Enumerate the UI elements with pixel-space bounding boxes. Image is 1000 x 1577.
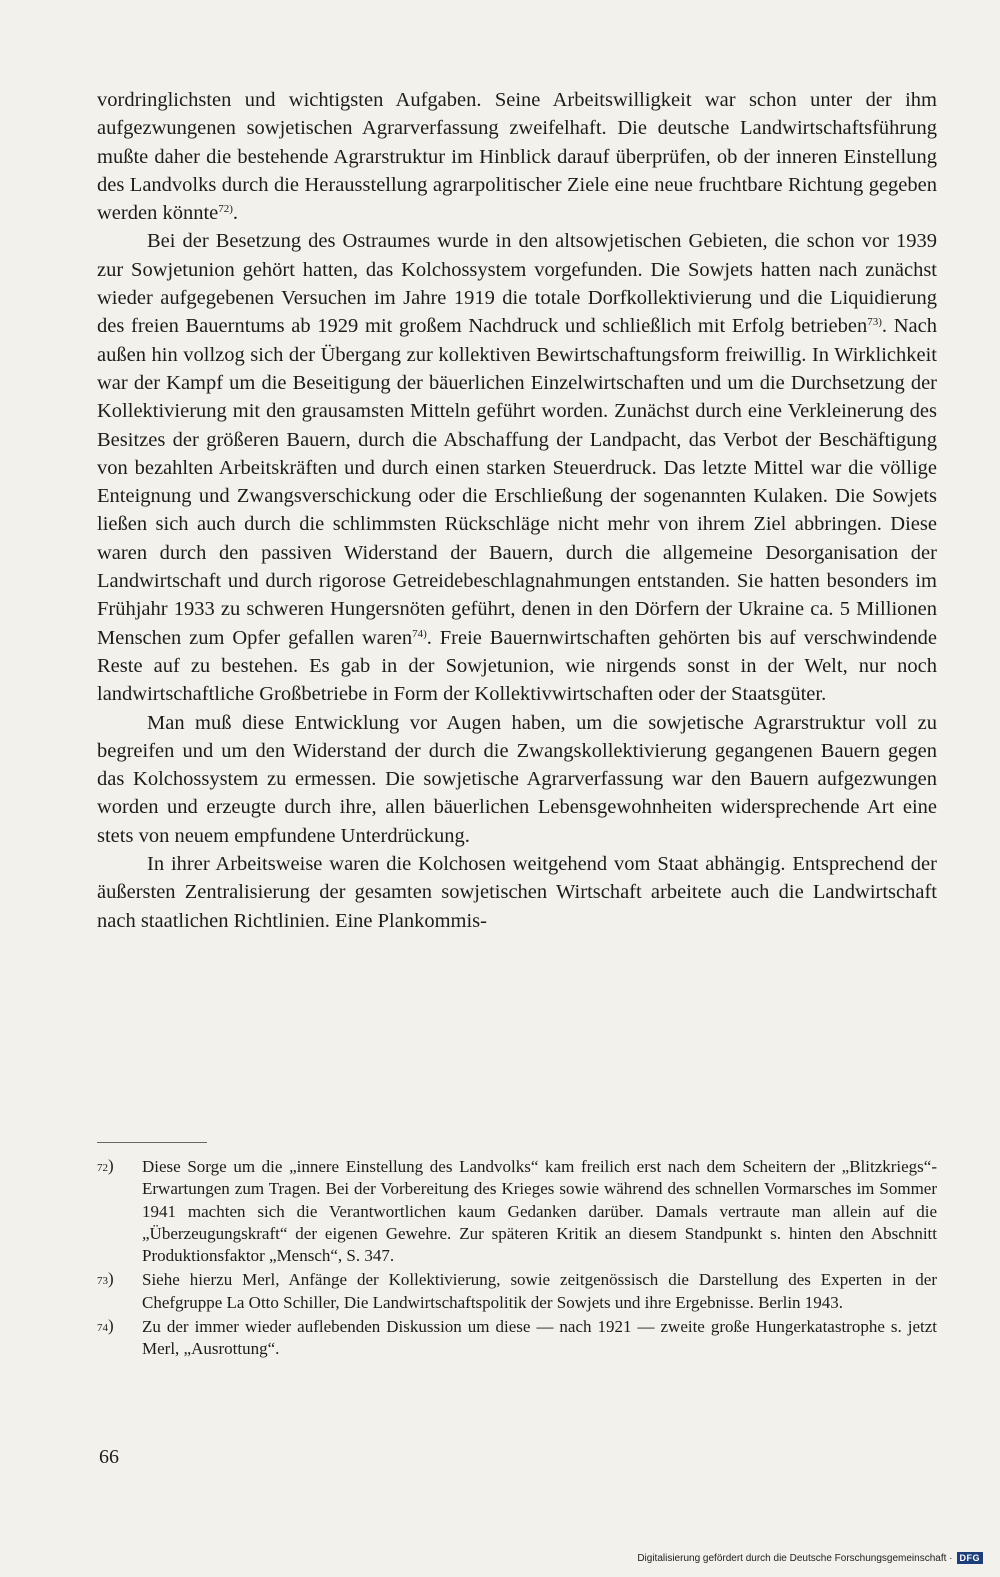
- footnote-text: Siehe hierzu Merl, Anfänge der Kollektivierung, sowie zeitgenössisch die Darstellung des Experten in der Chefgruppe La Otto Schiller, Die Landwirtschaftspolitik der Sowjets und ihre Ergebnisse. Berlin 1943.: [142, 1270, 937, 1312]
- paragraph-text: .: [232, 202, 239, 225]
- footnote-number: 72): [97, 1156, 114, 1175]
- footnote: [97, 1156, 937, 1267]
- footnote-number: 73): [97, 1269, 114, 1289]
- paragraph-text: . Nach außen hin vollzog sich der Übergang zur kollektiven Bewirtschaftungsform freiwillig. In Wirklichkeit war der Kampf um die Beseitigung der bäuerlichen Einzelwirtschaften und um die Durchsetzung der Kollektivierung mit den grausamsten Mitteln geführt worden. Zunächst durch eine Verkleinerung des Besitzes der größeren Bauern, durch die Abschaffung der Landpacht, das Verbot der Beschäftigung von bezahlten Arbeitskräften und durch einen starken Steuerdruck. Das letzte Mittel war die völlige Enteignung und Zwangsverschickung oder die Erschließung der sogenannten Kulaken. Die Sowjets ließen sich auch durch die schlimmsten Rückschläge nicht mehr von ihrem Ziel abbringen. Diese waren durch den passiven Widerstand der Bauern, durch die allgemeine Desorganisation der Landwirtschaft und durch rigorose Getreidebeschlagnahmungen entstanden. Sie hatten besonders im Frühjahr 1933 zu schweren Hungersnöten geführt, denen in den Dörfern der Ukraine ca. 5 Millionen Menschen zum Opfer gefallen waren: [97, 315, 937, 649]
- footnote-text: Zu der immer wieder auflebenden Diskussion um diese — nach 1921 — zweite große Hungerkatastrophe s. jetzt Merl, „Ausrottung“.: [142, 1317, 937, 1359]
- paragraph-text: In ihrer Arbeitsweise waren die Kolchosen weitgehend vom Staat abhängig. Entsprechend der äußersten Zentralisierung der gesamten sowjetischen Wirtschaft arbeitete auch die Landwirtschaft nach staatlichen Richtlinien. Eine Plankommis-: [97, 853, 937, 932]
- paragraph-text: . Freie Bauernwirtschaften gehörten bis auf verschwindende Reste auf zu bestehen. Es gab in der Sowjetunion, wie nirgends sonst in der Welt, nur noch landwirtschaftliche Großbetriebe in Form der Kollektivwirtschaften oder der Staatsgüter.: [97, 626, 937, 706]
- footnote-number-value: 74: [97, 1322, 108, 1335]
- paragraph-text: Bei der Besetzung des Ostraumes wurde in den altsowjetischen Gebieten, die schon vor 1939 zur Sowjetunion gehört hatten, das Kolchossystem vorgefunden. Die Sowjets hatten nach zunächst wieder aufgegebenen Versuchen im Jahre 1919 die totale Dorfkollektivierung und die Liquidierung des freien Bauerntums ab 1929 mit großem Nachdruck und schließlich mit Erfolg betrieben: [97, 230, 937, 338]
- footnote-number-value: 72: [97, 1162, 108, 1174]
- footnote-divider: [97, 1142, 207, 1143]
- paragraph: [97, 850, 937, 935]
- footnote: [97, 1316, 937, 1361]
- paragraph-text: Man muß diese Entwicklung vor Augen haben, um die sowjetische Agrarstruktur voll zu begreifen und um den Widerstand der durch die Zwangskollektivierung gegangenen Bauern gegen das Kolchossystem zu ermessen. Die sowjetische Agrarverfassung war den Bauern aufgezwungen worden und erzeugte durch ihre, allen bäuerlichen Lebensgewohnheiten widersprechende Art eine stets von neuem empfundene Unterdrückung.: [97, 711, 937, 847]
- page-number: 66: [99, 1446, 119, 1468]
- footnote: [97, 1269, 937, 1314]
- paragraph: [97, 86, 937, 227]
- footnote-reference: 72): [218, 203, 233, 216]
- credit-text: Digitalisierung gefördert durch die Deutsche Forschungsgemeinschaft ·: [637, 1552, 953, 1564]
- digitization-credit: [637, 1552, 983, 1564]
- footnote-reference: 73): [867, 316, 882, 329]
- dfg-logo: DFG: [957, 1552, 984, 1564]
- footnotes: [97, 1156, 937, 1363]
- footnote-number-value: 73: [97, 1275, 108, 1288]
- paragraph: [97, 227, 937, 708]
- footnote-number: 74): [97, 1316, 114, 1336]
- paragraph: [97, 709, 937, 850]
- footnote-reference: 74): [412, 627, 427, 640]
- main-text: [97, 86, 937, 935]
- paragraph-text: vordringlichsten und wichtigsten Aufgaben. Seine Arbeitswilligkeit war schon unter der ihm aufgezwungenen sowjetischen Agrarverfassung zweifelhaft. Die deutsche Landwirtschaftsführung mußte daher die bestehende Agrarstruktur im Hinblick darauf überprüfen, ob der inneren Einstellung des Landvolks durch die Herausstellung agrarpolitischer Ziele eine neue fruchtbare Richtung gegeben werden könnte: [97, 89, 937, 225]
- footnote-text: Diese Sorge um die „innere Einstellung des Landvolks“ kam freilich erst nach dem Scheitern der „Blitzkriegs“-Erwartungen zum Tragen. Bei der Vorbereitung des Krieges sowie während des schnellen Vormarsches im Sommer 1941 machten sich die Verantwortlichen kaum Gedanken darüber. Damals vertraute man allein auf die „Überzeugungskraft“ der eigenen Gewehre. Zur späteren Kritik an diesem Standpunkt s. hinten den Abschnitt Produktionsfaktor „Mensch“, S. 347.: [142, 1157, 937, 1266]
